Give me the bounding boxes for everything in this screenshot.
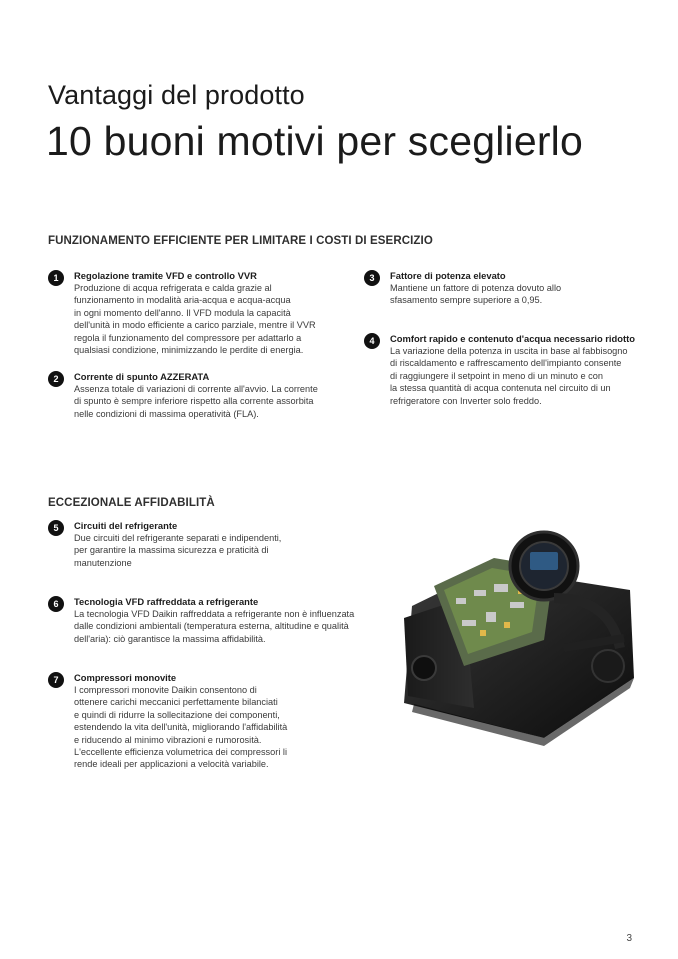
feature-item-2 (48, 371, 348, 420)
feature-item-3 (364, 270, 664, 307)
feature-item-5 (48, 520, 348, 569)
number-badge: 1 (48, 270, 64, 286)
feature-text: La tecnologia VFD Daikin raffreddata a refrigerante non è influenzata dalle condizioni ambientali (temperatura esterna, altitudine e qualità dell'aria): ciò garantisce la massima affidabilità. (74, 609, 355, 644)
section-title-reliability: ECCEZIONALE AFFIDABILITÀ (48, 497, 215, 509)
number-badge: 2 (48, 371, 64, 387)
feature-text: Assenza totale di variazioni di corrente all'avvio. La corrente di spunto è sempre inferiore rispetto alla corrente assorbita nelle condizioni di massima operatività (FLA). (74, 384, 318, 419)
feature-text: Produzione di acqua refrigerata e calda grazie al funzionamento in modalità aria-acqua e acqua-acqua in ogni momento dell'anno. Il VFD modula la capacità dell'unità in modo efficiente a carico parziale, mentre il VVR regola il funzionamento del compressore per adattarlo a qualsiasi condizione, minimizzando le perdite di energia. (74, 283, 316, 356)
feature-title: Compressori monovite (74, 672, 177, 683)
feature-title: Regolazione tramite VFD e controllo VVR (74, 270, 257, 281)
feature-title: Fattore di potenza elevato (390, 270, 506, 281)
feature-title: Circuiti del refrigerante (74, 520, 178, 531)
feature-title: Corrente di spunto AZZERATA (74, 371, 210, 382)
feature-item-6 (48, 596, 368, 645)
feature-text: Mantiene un fattore di potenza dovuto allo sfasamento sempre superiore a 0,95. (390, 283, 562, 306)
page-title: 10 buoni motivi per sceglierlo (46, 118, 583, 164)
feature-title: Comfort rapido e contenuto d'acqua necessario ridotto (390, 333, 635, 344)
number-badge: 3 (364, 270, 380, 286)
feature-item-4 (364, 333, 664, 407)
number-badge: 7 (48, 672, 64, 688)
number-badge: 5 (48, 520, 64, 536)
section-title-efficiency: FUNZIONAMENTO EFFICIENTE PER LIMITARE I COSTI DI ESERCIZIO (48, 235, 433, 247)
number-badge: 6 (48, 596, 64, 612)
chiller-unit-image (394, 528, 642, 750)
feature-item-1 (48, 270, 348, 356)
feature-text: I compressori monovite Daikin consentono di ottenere carichi meccanici perfettamente bilanciati e quindi di ridurre la sollecitazione dei componenti, estendendo la vita dell'unità, migliorando l'affidabilità e riducendo al minimo vibrazioni e rumorosità. L'eccellente efficienza volumetrica dei compressori li rende ideali per applicazioni a velocità variabile. (74, 685, 288, 770)
feature-title: Tecnologia VFD raffreddata a refrigerante (74, 596, 259, 607)
page-number: 3 (626, 933, 632, 944)
feature-text: La variazione della potenza in uscita in base al fabbisogno di riscaldamento e raffrescamento dell'impianto consente di raggiungere il setpoint in meno di un minuto e con la stessa quantità di acqua contenuta nel circuito di un refrigeratore con Inverter solo freddo. (390, 346, 628, 406)
feature-item-7 (48, 672, 348, 771)
number-badge: 4 (364, 333, 380, 349)
feature-text: Due circuiti del refrigerante separati e indipendenti, per garantire la massima sicurezza e praticità di manutenzione (74, 533, 282, 568)
page-pretitle: Vantaggi del prodotto (48, 80, 305, 110)
